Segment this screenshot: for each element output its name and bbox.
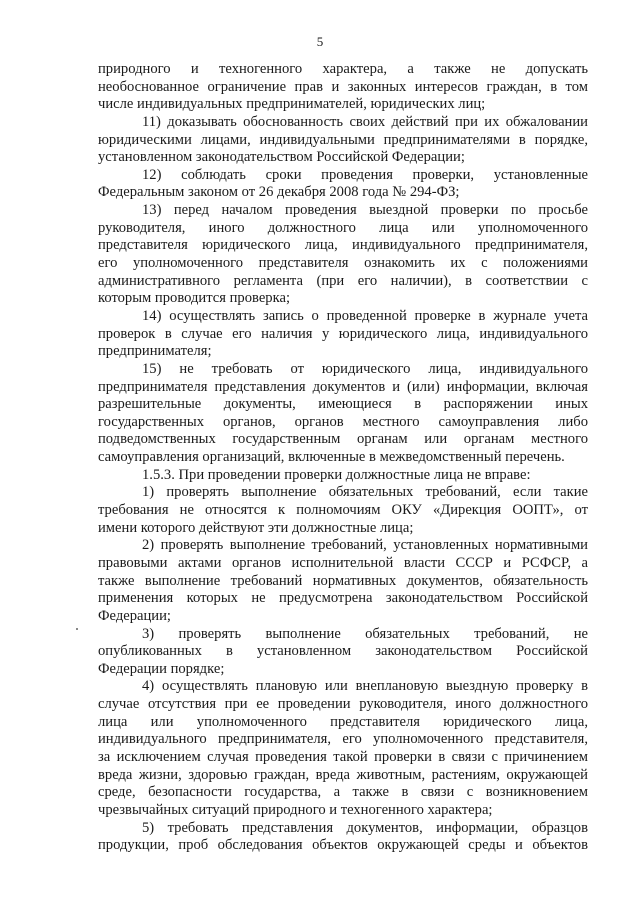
text-line: продукции, проб обследования объектов окружающей среды и объектов — [98, 837, 588, 854]
text-line: также выполнение требований нормативных документов, обязательность — [98, 572, 588, 589]
text-line: административного регламента (при его наличии), в соответствии с — [98, 272, 588, 289]
text-line: разрешительные документы, имеющиеся в распоряжении иных — [98, 396, 588, 413]
text-line: числе индивидуальных предпринимателей, юридических лиц; — [98, 96, 486, 113]
text-line: предпринимателя; — [98, 343, 212, 360]
text-line: самоуправления организаций, включенные в межведомственный перечень. — [98, 449, 565, 466]
text-line: его уполномоченного представителя ознакомить их с положениями — [98, 255, 588, 272]
text-line: индивидуального предпринимателя, его уполномоченного представителя, — [98, 731, 588, 748]
text-line: за исключением случая проведения такой проверки в связи с причинением — [98, 748, 588, 765]
text-line: случае отсутствия при ее проведении руководителя, иного должностного — [98, 696, 588, 713]
text-line: правовыми актами органов исполнительной власти СССР и РСФСР, а — [98, 554, 588, 571]
text-line: государственных органов, органов местного самоуправления либо — [98, 413, 588, 430]
margin-dot — [76, 628, 78, 630]
text-line: лица или уполномоченного представителя юридического лица, — [98, 713, 588, 730]
text-line: применения которых не предусмотрена законодательством Российской — [98, 590, 588, 607]
text-line: природного и техногенного характера, а также не допускать — [98, 61, 588, 77]
text-line: 1) проверять выполнение обязательных требований, если такие — [142, 484, 588, 501]
text-line: 2) проверять выполнение требований, установленных нормативными — [142, 537, 588, 554]
text-line: 15) не требовать от юридического лица, индивидуального — [142, 360, 588, 377]
text-line: опубликованных в установленном законодательством Российской — [98, 643, 588, 660]
text-line: 12) соблюдать сроки проведения проверки, установленные — [142, 166, 588, 183]
text-line: Федеральным законом от 26 декабря 2008 года № 294-ФЗ; — [98, 184, 460, 201]
document-body — [98, 61, 588, 855]
text-line: установленном законодательством Российской Федерации; — [98, 149, 465, 166]
text-line: имени которого действуют эти должностные лица; — [98, 519, 414, 536]
text-line: представителя юридического лица, индивидуального предпринимателя, — [98, 237, 588, 254]
text-line: 3) проверять выполнение обязательных требований, не — [142, 625, 588, 642]
text-line: 13) перед началом проведения выездной проверки по просьбе — [142, 202, 588, 219]
text-line: которым проводится проверка; — [98, 290, 291, 307]
text-line: 11) доказывать обоснованность своих действий при их обжаловании — [142, 113, 588, 130]
text-line: подведомственных государственным органам или органам местного — [98, 431, 588, 448]
text-line: 4) осуществлять плановую или внеплановую выездную проверку в — [142, 678, 588, 695]
page-number: 5 — [316, 34, 324, 49]
text-line: среде, безопасности государства, а также в связи с возникновением — [98, 784, 588, 801]
text-line: 14) осуществлять запись о проведенной проверке в журнале учета — [142, 307, 588, 324]
text-line: юридическими лицами, индивидуальными предпринимателями в порядке, — [98, 131, 588, 148]
text-line: Федерации; — [98, 607, 171, 624]
text-line: проверок в случае его наличия у юридического лица, индивидуального — [98, 325, 588, 342]
text-line: необоснованное ограничение прав и законных интересов граждан, в том — [98, 78, 588, 95]
text-line: требования не относятся к полномочиям ОКУ «Дирекция ООПТ», от — [98, 502, 588, 519]
text-line: руководителя, иного должностного лица или уполномоченного — [98, 219, 588, 236]
text-line: 5) требовать представления документов, информации, образцов — [142, 819, 588, 836]
text-line: 1.5.3. При проведении проверки должностные лица не вправе: — [142, 466, 531, 483]
text-line: вреда жизни, здоровью граждан, вреда животным, растениям, окружающей — [98, 766, 588, 783]
text-line: предпринимателя представления документов и (или) информации, включая — [98, 378, 588, 395]
text-line: чрезвычайных ситуаций природного и техногенного характера; — [98, 801, 493, 818]
text-line: Федерации порядке; — [98, 660, 225, 677]
